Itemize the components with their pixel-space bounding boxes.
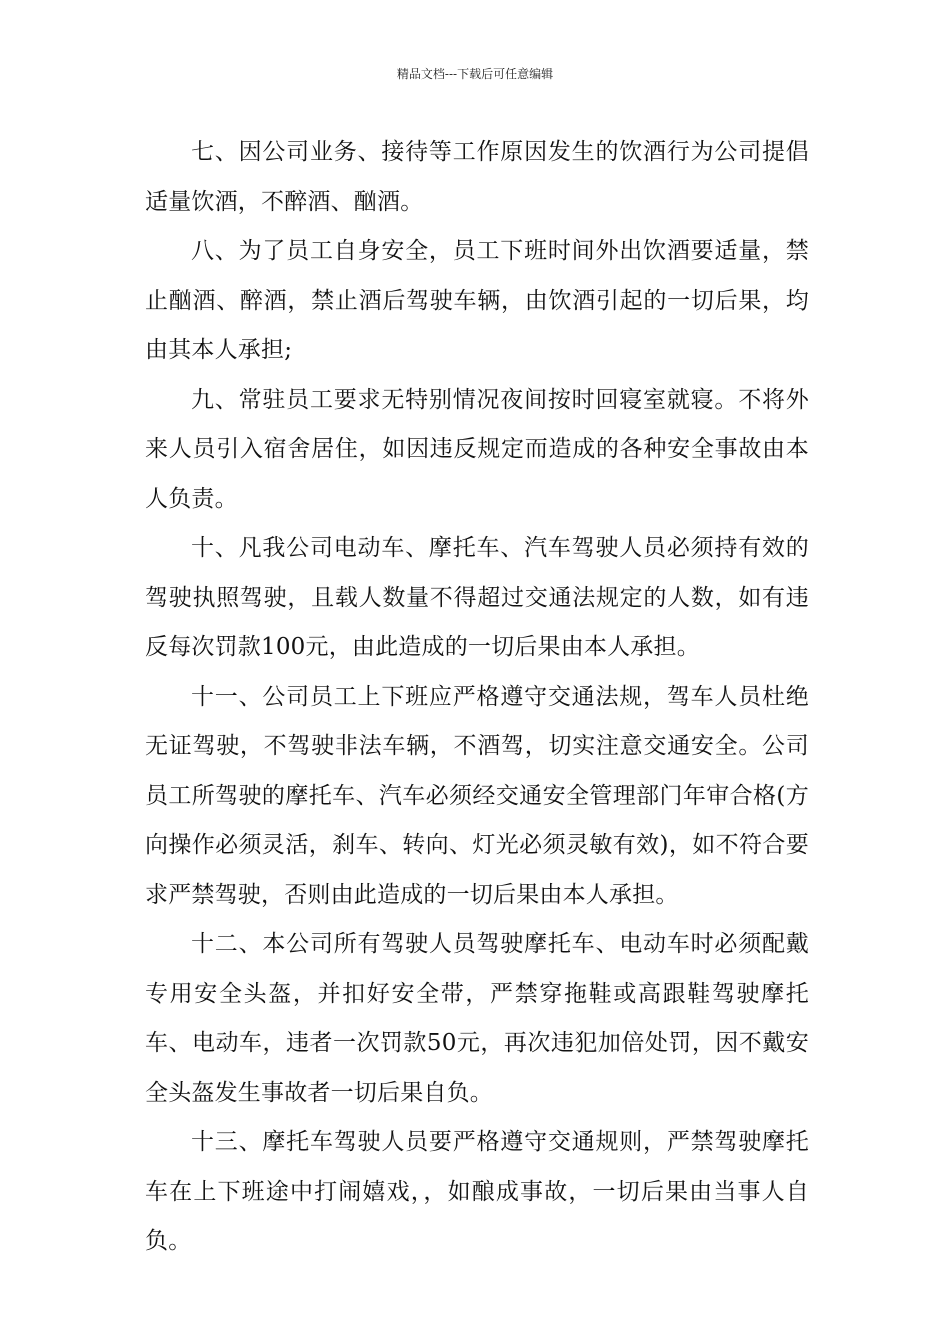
paragraph-rule-7: 七、因公司业务、接待等工作原因发生的饮酒行为公司提倡适量饮酒，不醉酒、酗酒。 <box>145 139 809 215</box>
paragraph-rule-11: 十一、公司员工上下班应严格遵守交通法规，驾车人员杜绝无证驾驶，不驾驶非法车辆，不酒驾，切实注意交通安全。公司员工所驾驶的摩托车、汽车必须经交通安全管理部门年审合格(方向操作必须灵活，刹车、转向、灯光必须灵敏有效)，如不符合要求严禁驾驶，否则由此造成的一切后果由本人承担。 <box>145 683 809 908</box>
paragraph-rule-13: 十三、摩托车驾驶人员要严格遵守交通规则，严禁驾驶摩托车在上下班途中打闹嬉戏，，如酿成事故，一切后果由当事人自负。 <box>145 1129 809 1254</box>
paragraph-rule-9: 九、常驻员工要求无特别情况夜间按时回寝室就寝。不将外来人员引入宿舍居住，如因违反规定而造成的各种安全事故由本人负责。 <box>145 386 809 512</box>
document-body <box>145 128 809 1267</box>
paragraph-rule-12: 十二、本公司所有驾驶人员驾驶摩托车、电动车时必须配戴专用安全头盔，并扣好安全带，严禁穿拖鞋或高跟鞋驾驶摩托车、电动车，违者一次罚款50元，再次违犯加倍处罚，因不戴安全头盔发生事故者一切后果自负。 <box>145 931 809 1106</box>
page-header: 精品文档---下载后可任意编辑 <box>396 67 554 81</box>
paragraph-rule-8: 八、为了员工自身安全，员工下班时间外出饮酒要适量，禁止酗酒、醉酒，禁止酒后驾驶车辆，由饮酒引起的一切后果，均由其本人承担; <box>145 238 809 363</box>
paragraph-rule-10: 十、凡我公司电动车、摩托车、汽车驾驶人员必须持有效的驾驶执照驾驶，且载人数量不得超过交通法规定的人数，如有违反每次罚款100元，由此造成的一切后果由本人承担。 <box>145 535 809 660</box>
